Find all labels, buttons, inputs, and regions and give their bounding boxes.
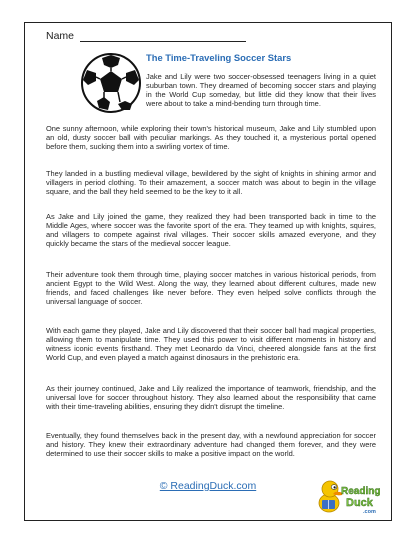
story-paragraph-8: Eventually, they found themselves back in the present day, with a newfound appreciation for soccer and history. They knew their extraordinary adventure had changed them forever, and they were determined to use their soccer skills to make a positive impact on the world. [46, 431, 376, 459]
name-underline[interactable] [80, 32, 246, 42]
name-field[interactable] [46, 28, 246, 42]
story-paragraph-5: Their adventure took them through time, playing soccer matches in various historical periods, from ancient Egypt to the Wild West. Along the way, they learned about different cultures, made new friends, and faced challenges like never before. They even helped solve conflicts through the universal language of soccer. [46, 270, 376, 307]
logo-text-duck: Duck [346, 497, 373, 509]
story-paragraph-7: As their journey continued, Jake and Lily realized the importance of teamwork, friendship, and the universal love for soccer throughout history. They also learned about the responsibility that came with their time-traveling abilities, ensuring they didn't disrupt the timeline. [46, 384, 376, 412]
story-paragraph-3: They landed in a bustling medieval village, bewildered by the sight of knights in shining armor and villagers in period clothing. To their amazement, a soccer match was about to begin in the village square, and the ball they held seemed to be the key to it all. [46, 169, 376, 197]
story-paragraph-1: Jake and Lily were two soccer-obsessed teenagers living in a quiet suburban town. They dreamed of becoming soccer stars and playing in the World Cup someday, but little did they know that their lives were about to take a mind-bending turn through time. [146, 72, 376, 109]
reading-duck-logo [316, 472, 380, 516]
logo-text-suffix: .com [363, 509, 376, 515]
soccer-ball-icon [80, 52, 142, 114]
story-title: The Time-Traveling Soccer Stars [146, 52, 292, 63]
reading-duck-logo-graphic [316, 472, 380, 516]
copyright-link[interactable]: © ReadingDuck.com [159, 480, 257, 492]
logo-text-reading: Reading [341, 486, 380, 497]
story-paragraph-2: One sunny afternoon, while exploring their town's historical museum, Jake and Lily stumbled upon an old, dusty soccer ball with peculiar markings. As they touched it, a mysterious portal opened before them, sucking them into a swirling vortex of time. [46, 124, 376, 152]
name-label: Name [46, 30, 75, 42]
story-paragraph-6: With each game they played, Jake and Lily discovered that their soccer ball had magical properties, allowing them to manipulate time. They used this power to visit different moments in history and witness iconic events firsthand. They met Leonardo da Vinci, cheered alongside fans at the first World Cup, and even played a match against dinosaurs in the prehistoric era. [46, 326, 376, 363]
story-paragraph-4: As Jake and Lily joined the game, they realized they had been transported back in time to the Middle Ages, where soccer was the favorite sport of the era. They teamed up with knights, squires, and villagers to compete against rival villages. Their soccer skills amazed everyone, and they quickly became the stars of the medieval soccer league. [46, 212, 376, 249]
